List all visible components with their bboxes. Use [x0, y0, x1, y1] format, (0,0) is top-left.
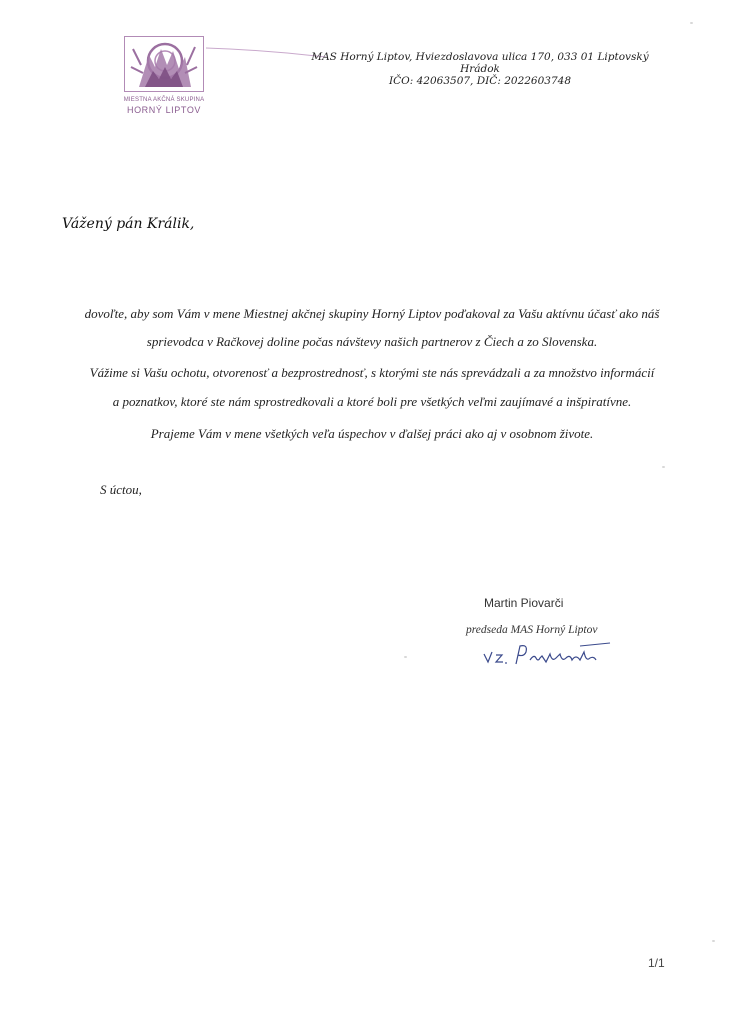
logo-name: HORNÝ LIPTOV	[126, 105, 202, 115]
scan-speck	[662, 466, 665, 468]
salutation: Vážený pán Králik,	[62, 216, 195, 232]
body-line: sprievodca v Račkovej doline počas návštevy našich partnerov z Čiech a zo Slovenska.	[146, 334, 598, 349]
scan-speck	[690, 22, 693, 24]
organization-logo	[122, 36, 206, 130]
logo-subtitle: MIESTNA AKČNÁ SKUPINA	[123, 97, 205, 103]
closing: S úctou,	[100, 482, 142, 497]
page-number: 1/1	[648, 956, 665, 970]
scan-speck	[404, 656, 407, 658]
body-line: dovoľte, aby som Vám v mene Miestnej akčnej skupiny Horný Liptov poďakoval za Vašu aktívnu účasť ako náš	[84, 306, 660, 321]
logo-emblem-icon	[124, 36, 204, 92]
address-line: MAS Horný Liptov, Hviezdoslavova ulica 170, 033 01 Liptovský Hrádok	[311, 51, 649, 75]
body-line: Vážime si Vašu ochotu, otvorenosť a bezprostrednosť, s ktorými ste nás sprevádzali a za množstvo informácií	[89, 365, 655, 380]
signer-title: predseda MAS Horný Liptov	[466, 624, 598, 636]
company-ids: IČO: 42063507, DIČ: 2022603748	[388, 75, 572, 87]
signer-name: Martin Piovarči	[484, 596, 564, 610]
body-line: a poznatkov, ktoré ste nám sprostredkovali a ktoré boli pre všetkých veľmi zaujímavé a inšpiratívne.	[112, 394, 632, 409]
body-line: Prajeme Vám v mene všetkých veľa úspechov v ďalšej práci ako aj v osobnom živote.	[150, 426, 594, 441]
scan-speck	[712, 940, 715, 942]
handwritten-signature	[476, 636, 616, 672]
